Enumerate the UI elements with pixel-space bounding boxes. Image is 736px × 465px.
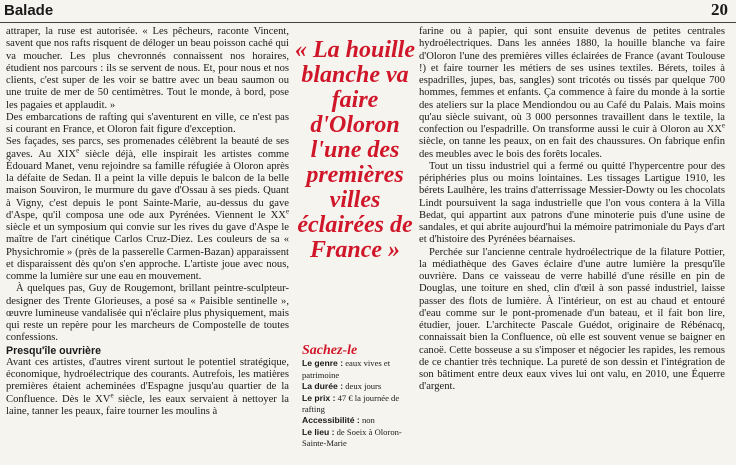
- paragraph: Tout un tissu industriel qui a fermé ou quitté l'hypercentre pour des périphéries plus ou moins lointaines. Les tissages Lartigue 1910, les bérets Laulhère, les trains d'atterrissage Messier-Dowty ou les chocolats Lindt poursuivent la saga industrielle que l'on vous contera à la Villa Bedat, qui appartint aux patrons d'une minoterie puis d'une usine de sandales, et qui abrite aujourd'hui la mémoire patrimoniale du Pays d'art et d'histoire des Pyrénées béarnaises.: [419, 160, 725, 246]
- article-column-right: [419, 26, 725, 394]
- paragraph: Avant ces artistes, d'autres virent surtout le potentiel stratégique, économique, hydroélectrique des courants. Autrefois, les matières premières étaient acheminées d'Espagne jusqu'au quartier de la Confluence. Dès le XVe siècle, les eaux servaient à nettoyer la laine, tanner les peaux, faire tourner les moulins à: [6, 356, 289, 417]
- info-item: Le prix : 47 € la journée de rafting: [302, 392, 400, 415]
- paragraph: Ses façades, ses parcs, ses promenades célèbrent la beauté de ses gaves. Au XIXe siècle déjà, elle inspirait les artistes comme Édouard Manet, venu rejoindre sa famille réfugiée à Oloron après la défaite de Sedan. Il a peint la ville depuis le balcon de la belle maison Souviron, le murmure du gave d'Ossau à ses pieds. Quant à Vigny, c'est depuis le pont Sainte-Marie, au-dessus du gave d'Aspe, qu'il composa une ode aux Pyrénées. Viennent le XXe siècle et un symposium qui convie sur les rives du gave d'Aspe le maître de l'art cinétique Carlos Cruz-Diez. Les couleurs de sa « Physichromie » (près de la passerelle Carmen-Bazan) apparaissent et disparaissent dès qu'on s'en approche. L'artiste joue avec nous, comme la lumière sur une eau en mouvement.: [6, 136, 289, 282]
- info-item: La durée : deux jours: [302, 381, 382, 392]
- info-item: Le lieu : de Soeix à Oloron-Sainte-Marie: [302, 426, 402, 449]
- info-item: Accessibilité : non: [302, 415, 375, 426]
- section-name: Balade: [4, 2, 54, 19]
- paragraph: farine ou à papier, qui sont ensuite devenus de petites centrales hydroélectriques. Dans les années 1880, la houille blanche va faire d'Oloron l'une des premières villes éclairées de France (avant Toulouse !) et faire tourner les métiers de ses usines textiles. Bérets, toiles à espadrilles, jupes, bas, sangles) sont tricotés ou tissés par quelque 700 hommes, femmes et enfants. Ça commence à faire du monde à la sortie des ateliers sur la place Mendiondou ou au Café du Palais. Mais moins qu'au siècle suivant, où 3 000 personnes travaillent dans le textile, la confection ou l'espadrille. On transforme aussi le cuir à Oloron au XXe siècle, on tanne les peaux, on en fait des chaussures. On fabrique enfin des meubles avec le bois des forêts locales.: [419, 26, 725, 160]
- page-header: [0, 0, 736, 23]
- paragraph: Des embarcations de rafting qui s'aventurent en ville, ce n'est pas si courant en France, et Oloron fait figure d'exception.: [6, 111, 289, 135]
- paragraph: attraper, la ruse est autorisée. « Les pêcheurs, raconte Vincent, savent que nos rafts risquent de déloger un beau poisson caché qui va moucher. Les plus chevronnés connaissent nos horaires, étudient nos parcours : ils se servent de nous. Et, pour nous et nos clients, c'est super de les voir se battre avec un beau saumon ou une truite de mer de 50 centimètres. Tout le monde, à bord, pose les pagaies et applaudit. »: [6, 26, 289, 111]
- info-item: Le genre : eaux vives et patrimoine: [302, 358, 391, 380]
- info-box: [302, 345, 414, 450]
- paragraph: À quelques pas, Guy de Rougemont, brillant peintre-sculpteur-designer des Trente Glorieuses, a posé sa « Paisible sentinelle », œuvre lumineuse vandalisée qui n'éclaire plus physiquement, mais qui reste un repère pour les marcheurs de Compostelle de toutes confessions.: [6, 283, 289, 344]
- page-number: 20: [711, 0, 728, 19]
- article-column-left: [6, 26, 289, 418]
- pull-quote: « La houille blanche va faire d'Oloron l'une des premières villes éclairées de France »: [294, 37, 415, 263]
- subheading: Presqu'île ouvrière: [6, 344, 101, 357]
- info-box-title: Sachez-le: [302, 343, 358, 358]
- paragraph: Perchée sur l'ancienne centrale hydroélectrique de la filature Pottier, la médiathèque des Gaves éclaire d'une autre lumière la presqu'île ouvrière. Dans ce vaisseau de verre habillé d'une résille en pin de Douglas, une toiture en shed, clin d'œil à son passé industriel, laisse passer des flots de lumière. À l'intérieur, on est au chaud et entouré d'eau comme sur le pont-promenade d'un bateau, et il fait bon lire, étudier, jouer. L'architecte Pascale Guédot, originaire de Rébénacq, connaissait bien la Confluence, où elle est souvent venue se baigner en canoë. Cette bosseuse a su s'imposer et négocier les rapides, les remous de ce chantier très technique. La pureté de son dessin et l'intégration de son bâtiment entre deux eaux vives lui ont valu, en 2010, une Équerre d'argent.: [419, 246, 725, 393]
